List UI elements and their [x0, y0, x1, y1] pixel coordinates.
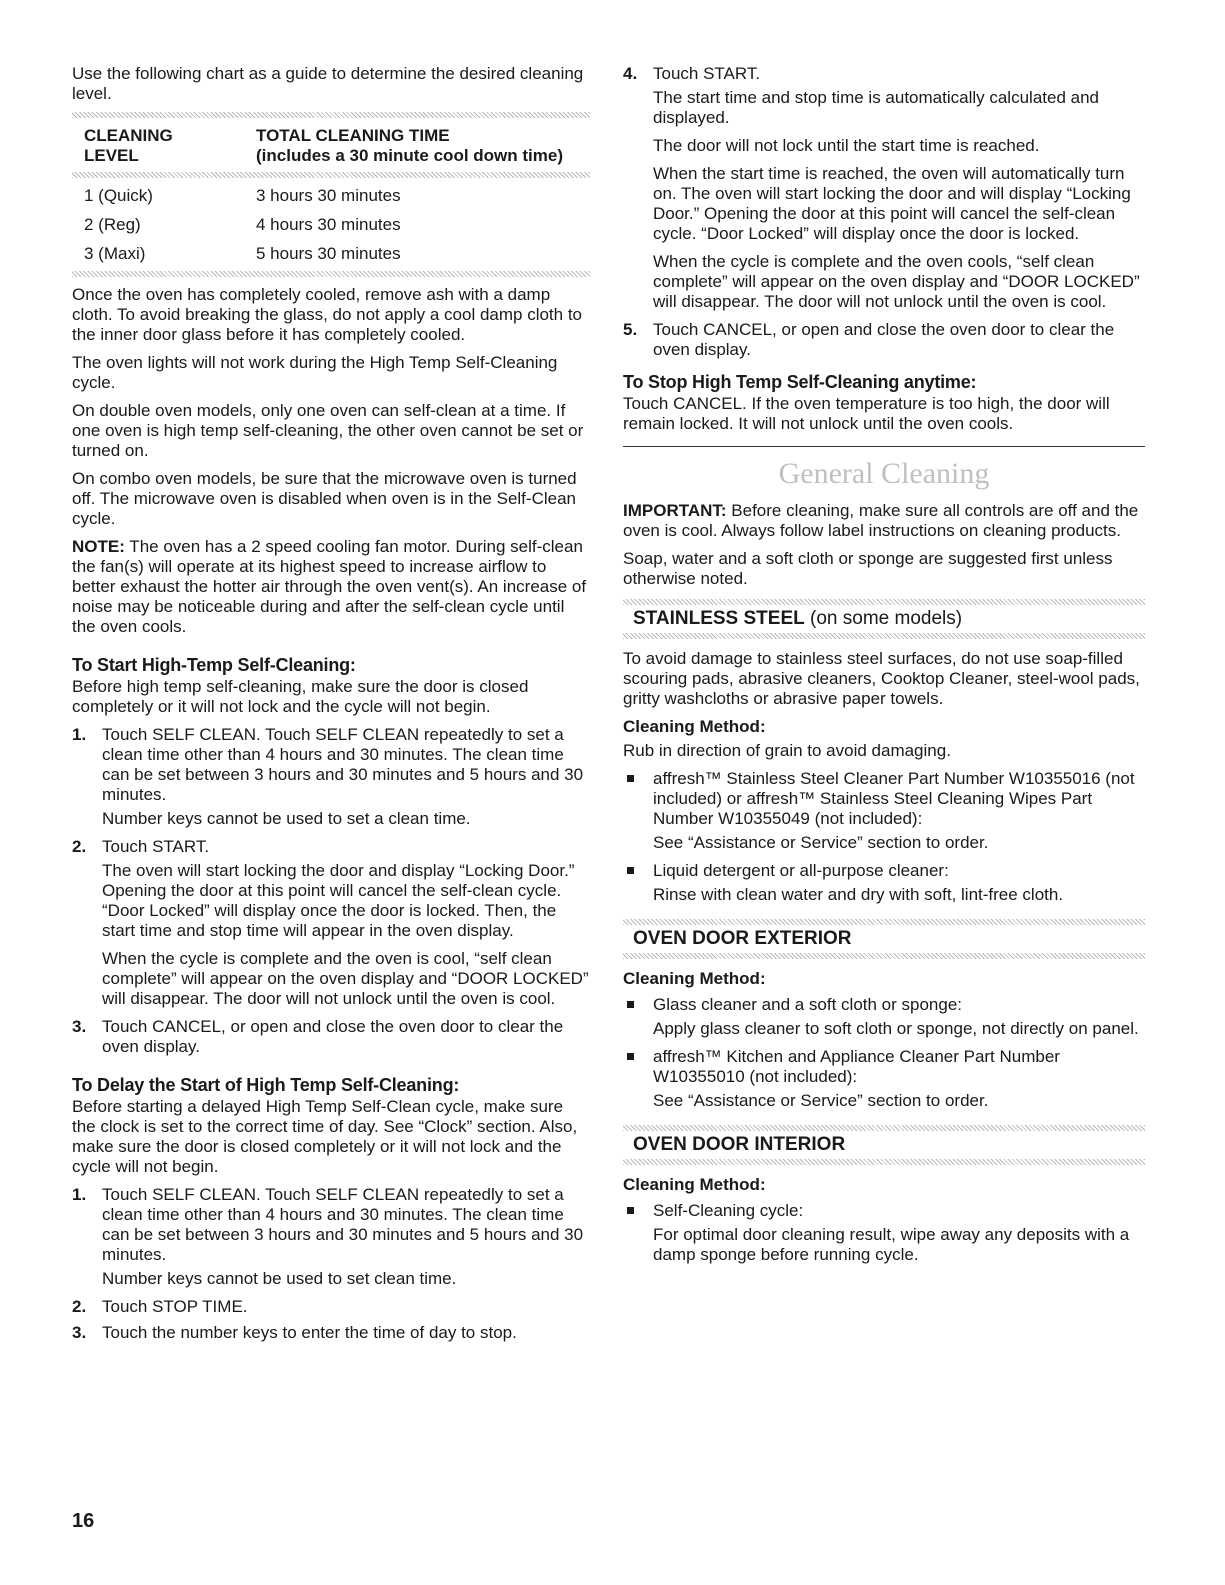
body-paragraph: On double oven models, only one oven can self-clean at a time. If one oven is high temp self-cleaning, the other oven cannot be set or turned on.	[72, 401, 584, 460]
step-item	[623, 320, 1145, 360]
bullet-text: Glass cleaner and a soft cloth or sponge:	[653, 995, 963, 1014]
start-heading: To Start High-Temp Self-Cleaning:	[72, 655, 356, 675]
bullet-detail: See “Assistance or Service” section to order.	[653, 833, 989, 852]
col-header-time: TOTAL CLEANING TIME (includes a 30 minute cool down time)	[256, 126, 563, 165]
bullet-detail: Rinse with clean water and dry with soft, lint-free cloth.	[653, 885, 1064, 904]
table-row	[72, 240, 590, 269]
left-column	[72, 64, 590, 1349]
bullet-detail: For optimal door cleaning result, wipe away any deposits with a damp sponge before running cycle.	[653, 1225, 1130, 1264]
table-row	[72, 182, 590, 211]
step-number: 1.	[72, 725, 87, 744]
step-detail: When the cycle is complete and the oven cools, “self clean complete” will appear on the oven display and “DOOR LOCKED” will disappear. The door will not unlock until the oven is cool.	[653, 252, 1140, 311]
body-paragraph: The oven lights will not work during the High Temp Self-Cleaning cycle.	[72, 353, 558, 392]
bullet-item	[623, 995, 1145, 1039]
step-detail: The door will not lock until the start time is reached.	[653, 136, 1040, 155]
step-item	[72, 1017, 590, 1057]
step-text: Touch the number keys to enter the time of day to stop.	[102, 1323, 517, 1342]
step-item	[72, 837, 590, 1009]
chart-intro: Use the following chart as a guide to determine the desired cleaning level.	[72, 64, 584, 103]
step-text: Touch CANCEL, or open and close the oven door to clear the oven display.	[653, 320, 1115, 359]
step-number: 5.	[623, 320, 638, 339]
step-text: Touch STOP TIME.	[102, 1297, 248, 1316]
table-row	[72, 211, 590, 240]
table-cell: 4 hours 30 minutes	[256, 215, 401, 234]
step-item	[72, 725, 590, 829]
square-bullet-icon	[627, 775, 634, 782]
square-bullet-icon	[627, 867, 634, 874]
start-intro: Before high temp self-cleaning, make sure the door is closed completely or it will not lock and the cycle will not begin.	[72, 677, 529, 716]
stainless-rule-bottom	[623, 633, 1145, 639]
delay-steps	[72, 1185, 590, 1343]
step-text: Touch SELF CLEAN. Touch SELF CLEAN repeatedly to set a clean time other than 4 hours and 30 minutes. The clean time can be set between 3 hours and 30 minutes and 5 hours and 30 minutes.	[102, 1185, 584, 1264]
step-detail: Number keys cannot be used to set a clean time.	[102, 809, 471, 828]
stop-heading: To Stop High Temp Self-Cleaning anytime:	[623, 372, 977, 392]
stainless-intro: To avoid damage to stainless steel surfaces, do not use soap-filled scouring pads, abrasive cleaners, Cooktop Cleaner, steel-wool pads, gritty washcloths or abrasive paper towels.	[623, 649, 1140, 708]
delay-heading: To Delay the Start of High Temp Self-Cleaning:	[72, 1075, 460, 1095]
delay-steps-continued	[623, 64, 1145, 360]
interior-items	[623, 1201, 1145, 1265]
bullet-item	[623, 769, 1145, 853]
step-text: Touch START.	[102, 837, 210, 856]
exterior-method-label: Cleaning Method:	[623, 969, 766, 988]
interior-rule-bottom	[623, 1159, 1145, 1165]
square-bullet-icon	[627, 1001, 634, 1008]
page-number: 16	[72, 1510, 95, 1532]
soap-paragraph: Soap, water and a soft cloth or sponge are suggested first unless otherwise noted.	[623, 549, 1113, 588]
bullet-item	[623, 1047, 1145, 1111]
stainless-method-label: Cleaning Method:	[623, 717, 766, 736]
step-detail: Number keys cannot be used to set clean time.	[102, 1269, 457, 1288]
table-top-rule	[72, 112, 590, 118]
step-text: Touch CANCEL, or open and close the oven door to clear the oven display.	[102, 1017, 564, 1056]
step-text: Touch SELF CLEAN. Touch SELF CLEAN repeatedly to set a clean time other than 4 hours and 30 minutes. The clean time can be set between 3 hours and 30 minutes and 5 hours and 30 minutes.	[102, 725, 584, 804]
square-bullet-icon	[627, 1207, 634, 1214]
start-steps	[72, 725, 590, 1057]
step-detail: When the start time is reached, the oven will automatically turn on. The oven will start locking the door and will display “Locking Door.” Opening the door at this point will cancel the self-clean cycle. “Door Locked” will display once the door is locked.	[653, 164, 1131, 243]
table-bottom-rule	[72, 271, 590, 277]
stop-text: Touch CANCEL. If the oven temperature is too high, the door will remain locked. It will not unlock until the oven cools.	[623, 394, 1110, 433]
section-divider	[623, 446, 1145, 447]
step-item	[72, 1323, 590, 1343]
body-paragraph: On combo oven models, be sure that the microwave oven is turned off. The microwave oven is disabled when oven is in the Self-Clean cycle.	[72, 469, 577, 528]
table-cell: 2 (Reg)	[84, 215, 141, 234]
note-paragraph: NOTE: The oven has a 2 speed cooling fan motor. During self-clean the fan(s) will operate at its highest speed to increase airflow to better exhaust the hotter air through the oven vent(s). An increase of noise may be noticeable during and after the self-clean cycle until the oven cools.	[72, 537, 587, 636]
step-detail: The start time and stop time is automatically calculated and displayed.	[653, 88, 1099, 127]
bullet-detail: See “Assistance or Service” section to order.	[653, 1091, 989, 1110]
interior-method-label: Cleaning Method:	[623, 1175, 766, 1194]
bullet-detail: Apply glass cleaner to soft cloth or sponge, not directly on panel.	[653, 1019, 1139, 1038]
table-cell: 5 hours 30 minutes	[256, 244, 401, 263]
table-cell: 1 (Quick)	[84, 186, 153, 205]
square-bullet-icon	[627, 1053, 634, 1060]
delay-intro: Before starting a delayed High Temp Self-Clean cycle, make sure the clock is set to the correct time of day. See “Clock” section. Also, make sure the door is closed completely or it will not lock and the cycle will not begin.	[72, 1097, 578, 1176]
step-item	[72, 1297, 590, 1317]
step-number: 3.	[72, 1017, 87, 1036]
interior-banner: OVEN DOOR INTERIOR	[633, 1134, 846, 1155]
bullet-text: affresh™ Stainless Steel Cleaner Part Number W10355016 (not included) or affresh™ Stainless Steel Cleaning Wipes Part Number W10355049 (not included):	[653, 769, 1135, 828]
bullet-text: Liquid detergent or all-purpose cleaner:	[653, 861, 949, 880]
exterior-rule-bottom	[623, 953, 1145, 959]
table-cell: 3 (Maxi)	[84, 244, 146, 263]
step-item	[623, 64, 1145, 312]
bullet-item	[623, 861, 1145, 905]
stainless-method-text: Rub in direction of grain to avoid damaging.	[623, 741, 951, 760]
step-number: 3.	[72, 1323, 87, 1342]
step-detail: When the cycle is complete and the oven is cool, “self clean complete” will appear on the oven display and “DOOR LOCKED” will disappear. The door will not unlock until the oven is cool.	[102, 949, 589, 1008]
step-detail: The oven will start locking the door and display “Locking Door.” Opening the door at this point will cancel the self-clean cycle. “Door Locked” will display once the door is locked. Then, the start time and stop time will appear in the oven display.	[102, 861, 575, 940]
step-number: 1.	[72, 1185, 87, 1204]
important-paragraph: IMPORTANT: Before cleaning, make sure all controls are off and the oven is cool. Always follow label instructions on cleaning products.	[623, 501, 1139, 540]
body-paragraph: Once the oven has completely cooled, remove ash with a damp cloth. To avoid breaking the glass, do not apply a cool damp cloth to the inner door glass before it has completely cooled.	[72, 285, 583, 344]
col-header-level: CLEANING LEVEL	[84, 126, 173, 165]
general-cleaning-title: General Cleaning	[778, 457, 990, 490]
bullet-text: Self-Cleaning cycle:	[653, 1201, 804, 1220]
step-text: Touch START.	[653, 64, 761, 83]
stainless-items	[623, 769, 1145, 905]
bullet-text: affresh™ Kitchen and Appliance Cleaner Part Number W10355010 (not included):	[653, 1047, 1060, 1086]
bullet-item	[623, 1201, 1145, 1265]
step-item	[72, 1185, 590, 1289]
table-cell: 3 hours 30 minutes	[256, 186, 401, 205]
step-number: 4.	[623, 64, 638, 83]
exterior-banner: OVEN DOOR EXTERIOR	[633, 928, 852, 949]
cleaning-level-table	[72, 126, 590, 269]
step-number: 2.	[72, 1297, 87, 1316]
step-number: 2.	[72, 837, 87, 856]
right-column	[623, 64, 1145, 1273]
stainless-banner: STAINLESS STEEL (on some models)	[633, 608, 963, 629]
exterior-items	[623, 995, 1145, 1111]
